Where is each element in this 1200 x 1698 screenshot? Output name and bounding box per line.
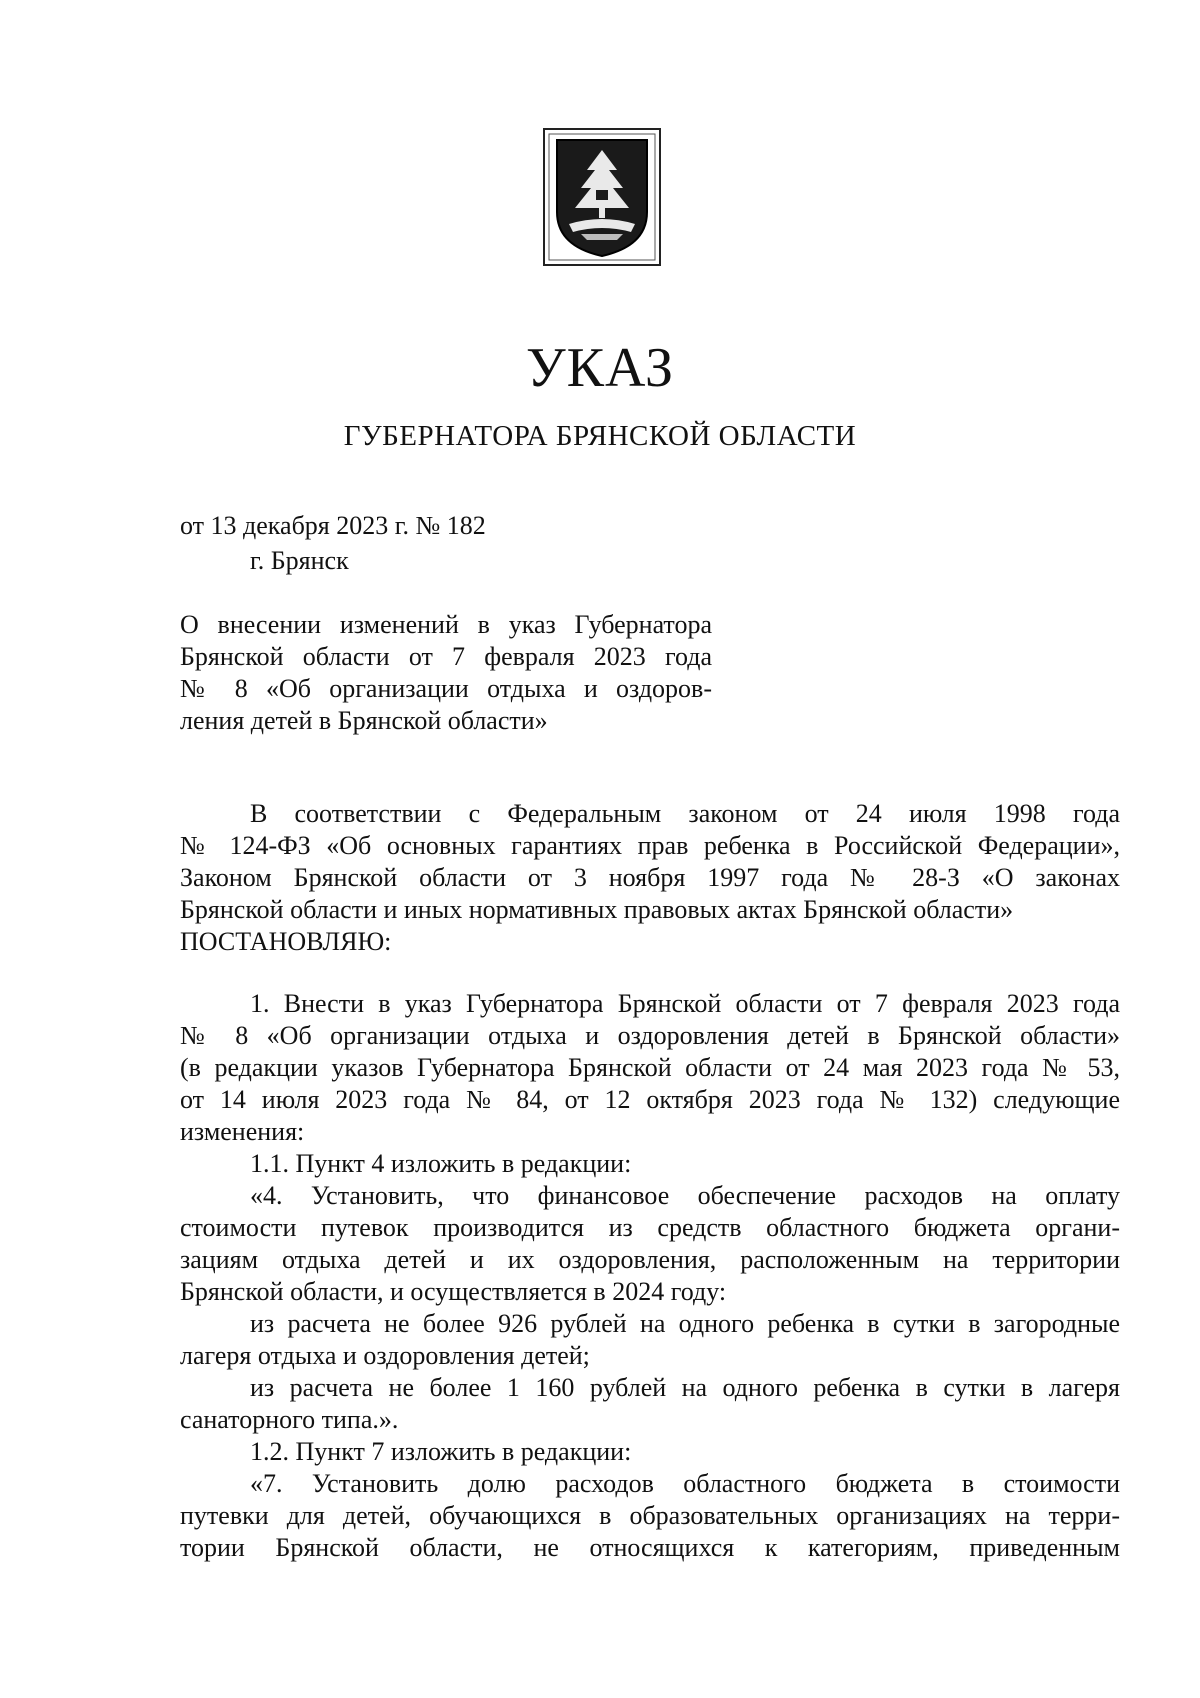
body-line: от 14 июля 2023 года № 84, от 12 октября 2023 года № 132) следующие: [180, 1085, 1120, 1114]
body-line: из расчета не более 926 рублей на одного ребенка в сутки в загородные: [250, 1309, 1120, 1338]
body-line: 1. Внести в указ Губернатора Брянской области от 7 февраля 2023 года: [250, 989, 1120, 1018]
subject-line: Брянской области от 7 февраля 2023 года: [180, 642, 712, 671]
emblem-icon: [543, 128, 661, 266]
body-line: Брянской области, и осуществляется в 2024 году:: [180, 1277, 727, 1306]
decree-word: ПОСТАНОВЛЯЮ:: [180, 927, 392, 956]
body-line: В соответствии с Федеральным законом от 24 июля 1998 года: [250, 799, 1120, 828]
body-line: изменения:: [180, 1117, 305, 1146]
subject-line: № 8 «Об организации отдыха и оздоров-: [180, 674, 712, 703]
document-subtitle: ГУБЕРНАТОРА БРЯНСКОЙ ОБЛАСТИ: [343, 420, 857, 452]
body-line: лагеря отдыха и оздоровления детей;: [180, 1341, 590, 1370]
clause-heading: 1.1. Пункт 4 изложить в редакции:: [250, 1149, 632, 1178]
body-line: «4. Установить, что финансовое обеспечение расходов на оплату: [250, 1181, 1120, 1210]
body-line: «7. Установить долю расходов областного бюджета в стоимости: [250, 1469, 1120, 1498]
body-line: зациям отдыха детей и их оздоровления, расположенным на территории: [180, 1245, 1120, 1274]
document-title: УКАЗ: [525, 337, 675, 399]
city-line: г. Брянск: [250, 546, 349, 575]
body-line: Брянской области и иных нормативных правовых актах Брянской области»: [180, 895, 1014, 924]
body-line: Законом Брянской области от 3 ноября 1997 года № 28-З «О законах: [180, 863, 1120, 892]
body-line: (в редакции указов Губернатора Брянской области от 24 мая 2023 года № 53,: [180, 1053, 1120, 1082]
body-line: санаторного типа.».: [180, 1405, 399, 1434]
clause-heading: 1.2. Пункт 7 изложить в редакции:: [250, 1437, 632, 1466]
date-number-line: от 13 декабря 2023 г. № 182: [180, 511, 486, 540]
body-line: № 124-ФЗ «Об основных гарантиях прав ребенка в Российской Федерации»,: [180, 831, 1120, 860]
body-line: стоимости путевок производится из средств областного бюджета органи-: [180, 1213, 1120, 1242]
body-line: путевки для детей, обучающихся в образовательных организациях на терри-: [180, 1501, 1120, 1530]
body-line: № 8 «Об организации отдыха и оздоровления детей в Брянской области»: [180, 1021, 1120, 1050]
subject-line: О внесении изменений в указ Губернатора: [180, 610, 712, 639]
body-line: тории Брянской области, не относящихся к категориям, приведенным: [180, 1533, 1120, 1562]
coat-of-arms-emblem: [543, 128, 661, 266]
body-line: из расчета не более 1 160 рублей на одного ребенка в сутки в лагеря: [250, 1373, 1120, 1402]
subject-line: ления детей в Брянской области»: [180, 706, 548, 735]
